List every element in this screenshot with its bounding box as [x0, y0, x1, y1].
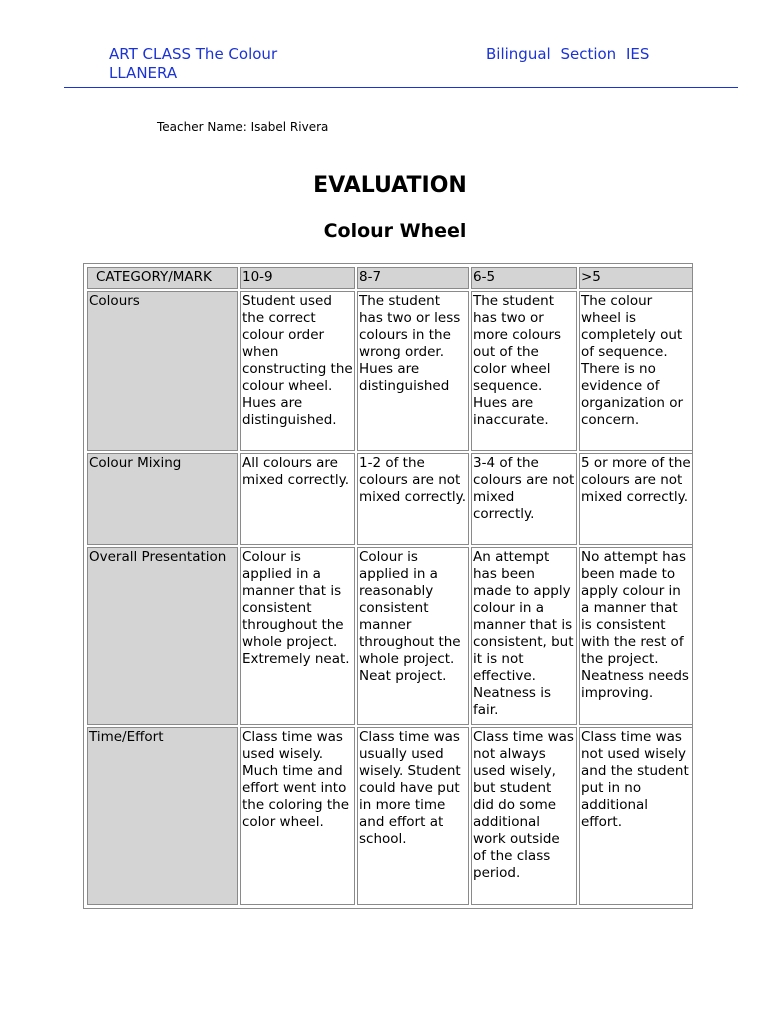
column-header-below-5: >5: [579, 267, 693, 289]
header-left-line1: ART CLASS The Colour: [109, 45, 278, 63]
page-title: EVALUATION: [313, 173, 467, 198]
rubric-cell: Class time was used wisely. Much time and effort went into the coloring the color wheel.: [240, 727, 355, 905]
table-header-row: [87, 267, 693, 289]
rubric-cell: An attempt has been made to apply colour in a manner that is consistent, but it is not effective. Neatness is fair.: [471, 547, 577, 725]
table-row: [87, 291, 693, 451]
rubric-cell: Colour is applied in a reasonably consistent manner throughout the whole project. Neat project.: [357, 547, 469, 725]
rubric-cell: The student has two or more colours out of the color wheel sequence. Hues are inaccurate.: [471, 291, 577, 451]
rubric-cell: No attempt has been made to apply colour in a manner that is consistent with the rest of the project. Neatness needs improving.: [579, 547, 693, 725]
page-subtitle: Colour Wheel: [323, 220, 467, 242]
header-right: Bilingual Section IES: [486, 45, 650, 63]
rubric-table-frame: [83, 263, 693, 909]
column-header-category: CATEGORY/MARK: [87, 267, 238, 289]
rubric-cell: The student has two or less colours in the wrong order. Hues are distinguished: [357, 291, 469, 451]
teacher-name: Teacher Name: Isabel Rivera: [157, 120, 329, 134]
rubric-cell: Colour is applied in a manner that is consistent throughout the whole project. Extremely neat.: [240, 547, 355, 725]
row-category: Time/Effort: [87, 727, 238, 905]
header-left-line2: LLANERA: [109, 64, 178, 82]
header-divider: [64, 87, 738, 88]
rubric-cell: The colour wheel is completely out of sequence. There is no evidence of organization or concern.: [579, 291, 693, 451]
rubric-cell: 1-2 of the colours are not mixed correctly.: [357, 453, 469, 545]
rubric-table: [85, 265, 695, 907]
rubric-cell: Class time was not always used wisely, but student did do some additional work outside of the class period.: [471, 727, 577, 905]
rubric-cell: 3-4 of the colours are not mixed correctly.: [471, 453, 577, 545]
column-header-8-7: 8-7: [357, 267, 469, 289]
row-category: Overall Presentation: [87, 547, 238, 725]
rubric-cell: All colours are mixed correctly.: [240, 453, 355, 545]
table-row: [87, 453, 693, 545]
rubric-cell: 5 or more of the colours are not mixed correctly.: [579, 453, 693, 545]
rubric-cell: Class time was usually used wisely. Student could have put in more time and effort at school.: [357, 727, 469, 905]
table-row: [87, 547, 693, 725]
column-header-10-9: 10-9: [240, 267, 355, 289]
table-row: [87, 727, 693, 905]
header-left: [109, 45, 369, 83]
row-category: Colours: [87, 291, 238, 451]
row-category: Colour Mixing: [87, 453, 238, 545]
column-header-6-5: 6-5: [471, 267, 577, 289]
rubric-cell: Class time was not used wisely and the student put in no additional effort.: [579, 727, 693, 905]
rubric-cell: Student used the correct colour order when constructing the colour wheel. Hues are distinguished.: [240, 291, 355, 451]
